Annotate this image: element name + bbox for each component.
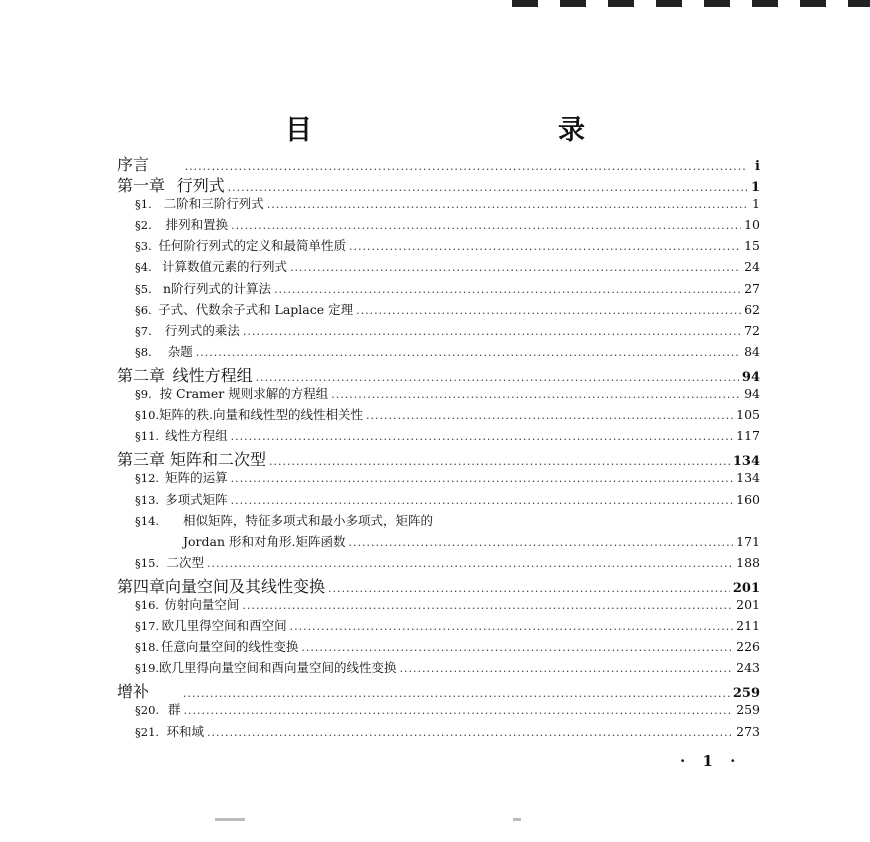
toc-chapter-entry: [117, 152, 760, 173]
toc-entry-title: Jordan 形和对角形.矩阵函数: [183, 533, 346, 549]
dot-leader: [228, 176, 747, 194]
dot-leader: [269, 450, 730, 468]
toc-entry-number: §8.: [135, 344, 152, 359]
toc-page-number: 1: [752, 196, 760, 212]
dot-leader: [356, 302, 741, 317]
toc-page-number: 10: [744, 217, 760, 233]
toc-entry-number: §3.: [135, 239, 152, 254]
toc-entry-number: §7.: [135, 323, 152, 338]
toc-entry-title: 线性方程组: [165, 428, 228, 444]
toc-page-number: 259: [736, 702, 760, 718]
toc-entry-title: 二次型: [166, 554, 205, 570]
toc-entry-title: 任意向量空间的线性变换: [160, 639, 299, 655]
top-edge-marks: [508, 0, 870, 10]
toc-chapter-entry: [117, 574, 760, 595]
toc-entry-title: 欧几里得向量空间和酉向量空间的线性变换: [159, 660, 397, 676]
toc-entry-number: §5.: [135, 281, 152, 296]
table-of-contents: [117, 152, 760, 743]
toc-entry-number: §12.: [135, 471, 160, 486]
toc-entry-number: 第四章: [117, 576, 166, 595]
toc-section-entry: [117, 426, 760, 447]
dot-leader: [185, 155, 747, 173]
toc-section-entry: [117, 300, 760, 321]
toc-entry-title: 杂题: [167, 343, 193, 359]
toc-entry-title: 向量空间及其线性变换: [165, 576, 326, 595]
toc-page-number: 84: [744, 343, 760, 359]
toc-entry-title: 计算数值元素的行列式: [162, 259, 288, 275]
toc-entry-title: 矩阵的运算: [165, 470, 228, 486]
toc-page-number: 24: [744, 259, 760, 275]
dot-leader: [301, 639, 733, 654]
toc-section-entry: [117, 490, 760, 511]
dot-leader: [256, 366, 739, 384]
toc-page-number: 134: [736, 470, 760, 486]
toc-entry-number: §15.: [135, 555, 160, 570]
toc-entry-title: 群: [167, 702, 181, 718]
dot-leader: [231, 492, 733, 507]
toc-entry-number: §9.: [135, 387, 152, 402]
dot-leader: [231, 217, 741, 232]
dot-leader: [348, 534, 733, 549]
dot-leader: [242, 597, 733, 612]
toc-page-number: 1: [750, 180, 760, 195]
toc-page-number: 243: [736, 660, 760, 676]
dot-leader: [207, 555, 733, 570]
toc-entry-title: 子式、代数余子式和 Laplace 定理: [158, 301, 354, 317]
toc-section-entry: [117, 279, 760, 300]
toc-section-entry: [117, 236, 760, 257]
toc-entry-number: 增补: [117, 682, 150, 701]
toc-entry-title: 欧几里得空间和酉空间: [161, 618, 287, 634]
toc-page-number: 62: [744, 301, 760, 317]
dot-leader: [196, 344, 741, 359]
toc-entry-title: 二阶和三阶行列式: [163, 196, 264, 212]
toc-chapter-entry: [117, 679, 760, 700]
toc-section-entry: [117, 342, 760, 363]
toc-section-entry: [117, 257, 760, 278]
toc-page-number: 105: [736, 407, 760, 423]
toc-page-number: 160: [736, 491, 760, 507]
toc-page-number: 94: [744, 386, 760, 402]
toc-section-entry: [117, 637, 760, 658]
toc-page-number: 226: [736, 639, 760, 655]
dot-leader: [183, 682, 730, 700]
dot-leader: [267, 196, 747, 211]
toc-entry-title: 行列式: [176, 176, 225, 195]
toc-entry-title: 矩阵的秩.向量和线性型的线性相关性: [159, 407, 364, 423]
toc-page-number: 201: [732, 580, 760, 595]
toc-entry-title: 仿射向量空间: [164, 596, 240, 612]
toc-page-number: 259: [732, 686, 760, 701]
dot-leader: [183, 702, 733, 717]
toc-page-number: 15: [744, 238, 760, 254]
toc-entry-number: 第二章: [117, 365, 166, 385]
toc-entry-number: §20.: [135, 703, 160, 718]
toc-section-entry: [117, 321, 760, 342]
toc-chapter-entry: [117, 447, 760, 468]
toc-section-entry: [117, 511, 760, 532]
toc-entry-number: §11.: [135, 429, 160, 444]
toc-entry-title: 任何阶行列式的定义和最简单性质: [158, 238, 347, 254]
toc-section-entry: [117, 532, 760, 553]
dot-leader: [331, 386, 741, 401]
toc-entry-number: §14.: [135, 513, 160, 528]
toc-entry-number: §19.: [135, 661, 160, 676]
toc-entry-number: §18.: [135, 640, 160, 655]
toc-page-number: 273: [736, 723, 760, 739]
toc-entry-number: §10.: [135, 408, 160, 423]
toc-entry-title: 相似矩阵，特征多项式和最小多项式，矩阵的: [183, 512, 434, 528]
dot-leader: [231, 428, 733, 443]
toc-section-entry: [117, 553, 760, 574]
toc-entry-title: 多项式矩阵: [165, 491, 228, 507]
toc-entry-number: §1.: [135, 197, 152, 212]
dot-leader: [207, 724, 733, 739]
dot-leader: [290, 259, 741, 274]
toc-entry-title: 按 Cramer 规则求解的方程组: [159, 386, 329, 402]
toc-entry-number: §21.: [135, 724, 160, 739]
toc-page-number: 171: [736, 533, 760, 549]
toc-page-number: 201: [736, 596, 760, 612]
toc-entry-title: 线性方程组: [172, 365, 253, 385]
toc-entry-number: §17.: [135, 619, 160, 634]
toc-section-entry: [117, 722, 760, 743]
toc-entry-number: §2.: [135, 218, 152, 233]
toc-page-number: i: [755, 159, 760, 174]
toc-page-number: 94: [741, 369, 760, 385]
toc-entry-title: 行列式的乘法: [164, 322, 240, 338]
toc-section-entry: [117, 194, 760, 215]
toc-entry-number: §16.: [135, 597, 160, 612]
toc-section-entry: [117, 700, 760, 721]
toc-page-number: 27: [744, 280, 760, 296]
toc-entry-number: 第三章: [117, 450, 166, 469]
toc-entry-number: §6.: [135, 302, 152, 317]
toc-page-number: 211: [736, 618, 760, 634]
toc-entry-number: 第一章: [117, 176, 166, 195]
toc-chapter-entry: [117, 173, 760, 194]
toc-section-entry: [117, 405, 760, 426]
toc-section-entry: [117, 384, 760, 405]
dot-leader: [400, 660, 734, 675]
page-number-footer: · 1 ·: [680, 752, 742, 770]
dot-leader: [349, 238, 741, 253]
toc-entry-title: 排列和置换: [165, 217, 229, 233]
toc-entry-number: §4.: [135, 260, 152, 275]
dot-leader: [328, 577, 730, 595]
toc-page-number: 72: [744, 322, 760, 338]
toc-page-number: 188: [736, 554, 760, 570]
page-title: 目 录: [285, 115, 649, 146]
toc-section-entry: [117, 658, 760, 679]
toc-section-entry: [117, 616, 760, 637]
toc-entry-title: 环和域: [166, 723, 205, 739]
toc-chapter-entry: [117, 363, 760, 384]
dot-leader: [290, 618, 734, 633]
toc-entry-number: 序言: [117, 155, 150, 174]
toc-section-entry: [117, 215, 760, 236]
dot-leader: [243, 323, 741, 338]
toc-section-entry: [117, 595, 760, 616]
scan-smudge: [215, 818, 245, 821]
toc-entry-title: 矩阵和二次型: [169, 450, 266, 469]
scan-smudge: [513, 818, 521, 821]
dot-leader: [231, 470, 733, 485]
toc-entry-title: n阶行列式的计算法: [163, 280, 272, 296]
toc-entry-number: §13.: [135, 492, 160, 507]
toc-page-number: 117: [736, 428, 760, 444]
dot-leader: [366, 407, 733, 422]
toc-page-number: 134: [732, 454, 760, 469]
dot-leader: [274, 281, 741, 296]
toc-section-entry: [117, 468, 760, 489]
